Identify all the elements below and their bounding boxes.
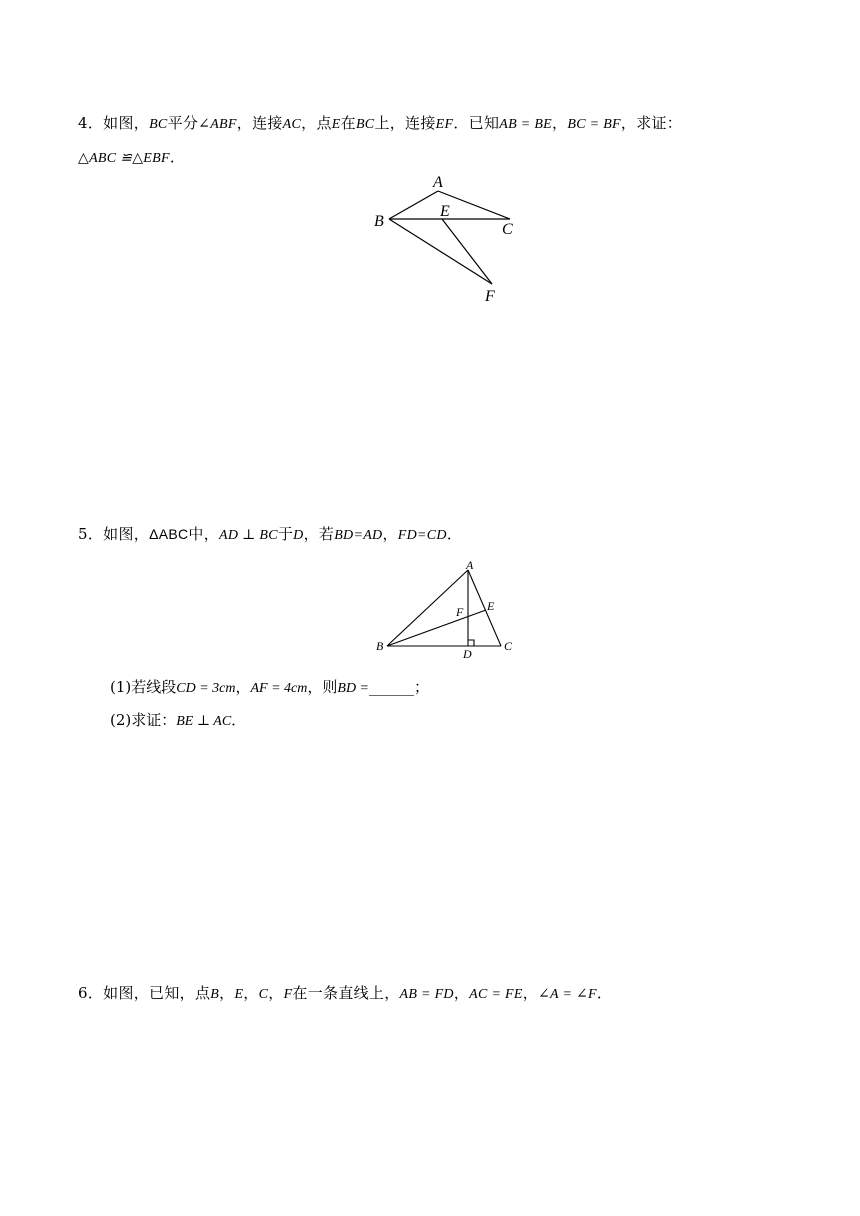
math-bd-eq-ad: BD=AD [334,528,383,543]
label-b: B [376,639,384,653]
problem-4-figure [370,172,520,307]
segment-ef [442,219,492,284]
math-congruence: △ABC ≌△EBF [78,151,170,166]
text: 上，连接 [374,114,436,132]
label-e: E [440,203,450,220]
text: ， [382,525,398,543]
problem-6-statement [78,982,612,1003]
label-a: A [433,174,443,191]
segment-be [387,610,486,646]
text: 于 [277,525,294,543]
math-ac: AC [282,117,302,132]
math-bd: BD = [337,681,369,696]
text: ． [596,984,613,1002]
text: 如图， [103,114,150,132]
label-a: A [466,558,474,572]
problem-5-statement [78,523,462,544]
text: ，连接 [236,114,283,132]
segment-ac [468,570,501,646]
text: 在 [340,114,356,132]
text: 中， [188,525,220,543]
text: ．已知 [453,114,500,132]
text: ． [446,525,463,543]
math-angle-a-eq-f: ∠A = ∠F [538,987,597,1002]
label-b: B [374,213,384,230]
text: (2)求证： [110,711,177,729]
problem-6-number: 6． [78,984,104,1002]
text: ，求证： [620,114,683,132]
text: ， [219,984,235,1002]
math-bc: BC [149,117,168,132]
problem-5-number: 5． [78,525,104,543]
label-d: D [463,647,472,661]
text: ， [522,984,539,1002]
math-ab-eq-fd: AB = FD [399,987,454,1002]
math-d: D [293,528,304,543]
math-triangle-abc: ΔABC [149,526,189,542]
math-ab-eq-be: AB = BE [499,117,553,132]
math-cd-3cm: CD = 3cm [176,681,236,696]
text: (1)若线段 [110,678,177,696]
text: ， [453,984,470,1002]
text: ，则 [307,678,338,696]
math-ef: EF [435,117,454,132]
problem-5-question-2 [110,709,246,730]
text: ， [243,984,259,1002]
math-f: F [283,987,293,1002]
right-angle-mark [468,640,474,646]
math-e: E [331,117,341,132]
math-angle-abf: ∠ABF [198,117,237,132]
label-f: F [456,605,464,619]
text: ． [169,148,186,166]
label-e: E [487,599,495,613]
problem-4-statement-line1 [78,112,682,133]
segment-ba [389,191,438,219]
text: 如图，已知，点 [103,984,211,1002]
math-bc: BC [355,117,375,132]
math-b: B [210,987,220,1002]
problem-5-figure [372,560,522,660]
text: 平分 [167,114,199,132]
math-fd-eq-cd: FD=CD [397,528,447,543]
text: ． [231,711,247,729]
math-af-4cm: AF = 4cm [250,681,308,696]
text: ， [235,678,251,696]
text: ，若 [303,525,335,543]
math-be-perp-ac: BE ⊥ AC [176,714,232,729]
label-c: C [504,639,513,653]
math-bc-eq-bf: BC = BF [567,117,621,132]
segment-bf [389,219,492,284]
text: ， [268,984,284,1002]
math-e: E [234,987,244,1002]
math-ac-eq-fe: AC = FE [469,987,523,1002]
problem-5-question-1 [110,676,429,697]
text: ，点 [301,114,332,132]
answer-blank: ______； [369,678,430,696]
label-c: C [502,221,513,238]
text: ， [552,114,568,132]
label-f: F [485,288,495,305]
text: 如图， [103,525,150,543]
math-c: C [258,987,269,1002]
math-ad-perp-bc: AD ⊥ BC [219,528,278,543]
problem-4-statement-line2 [78,146,185,167]
text: 在一条直线上， [292,984,400,1002]
problem-4-number: 4． [78,114,104,132]
